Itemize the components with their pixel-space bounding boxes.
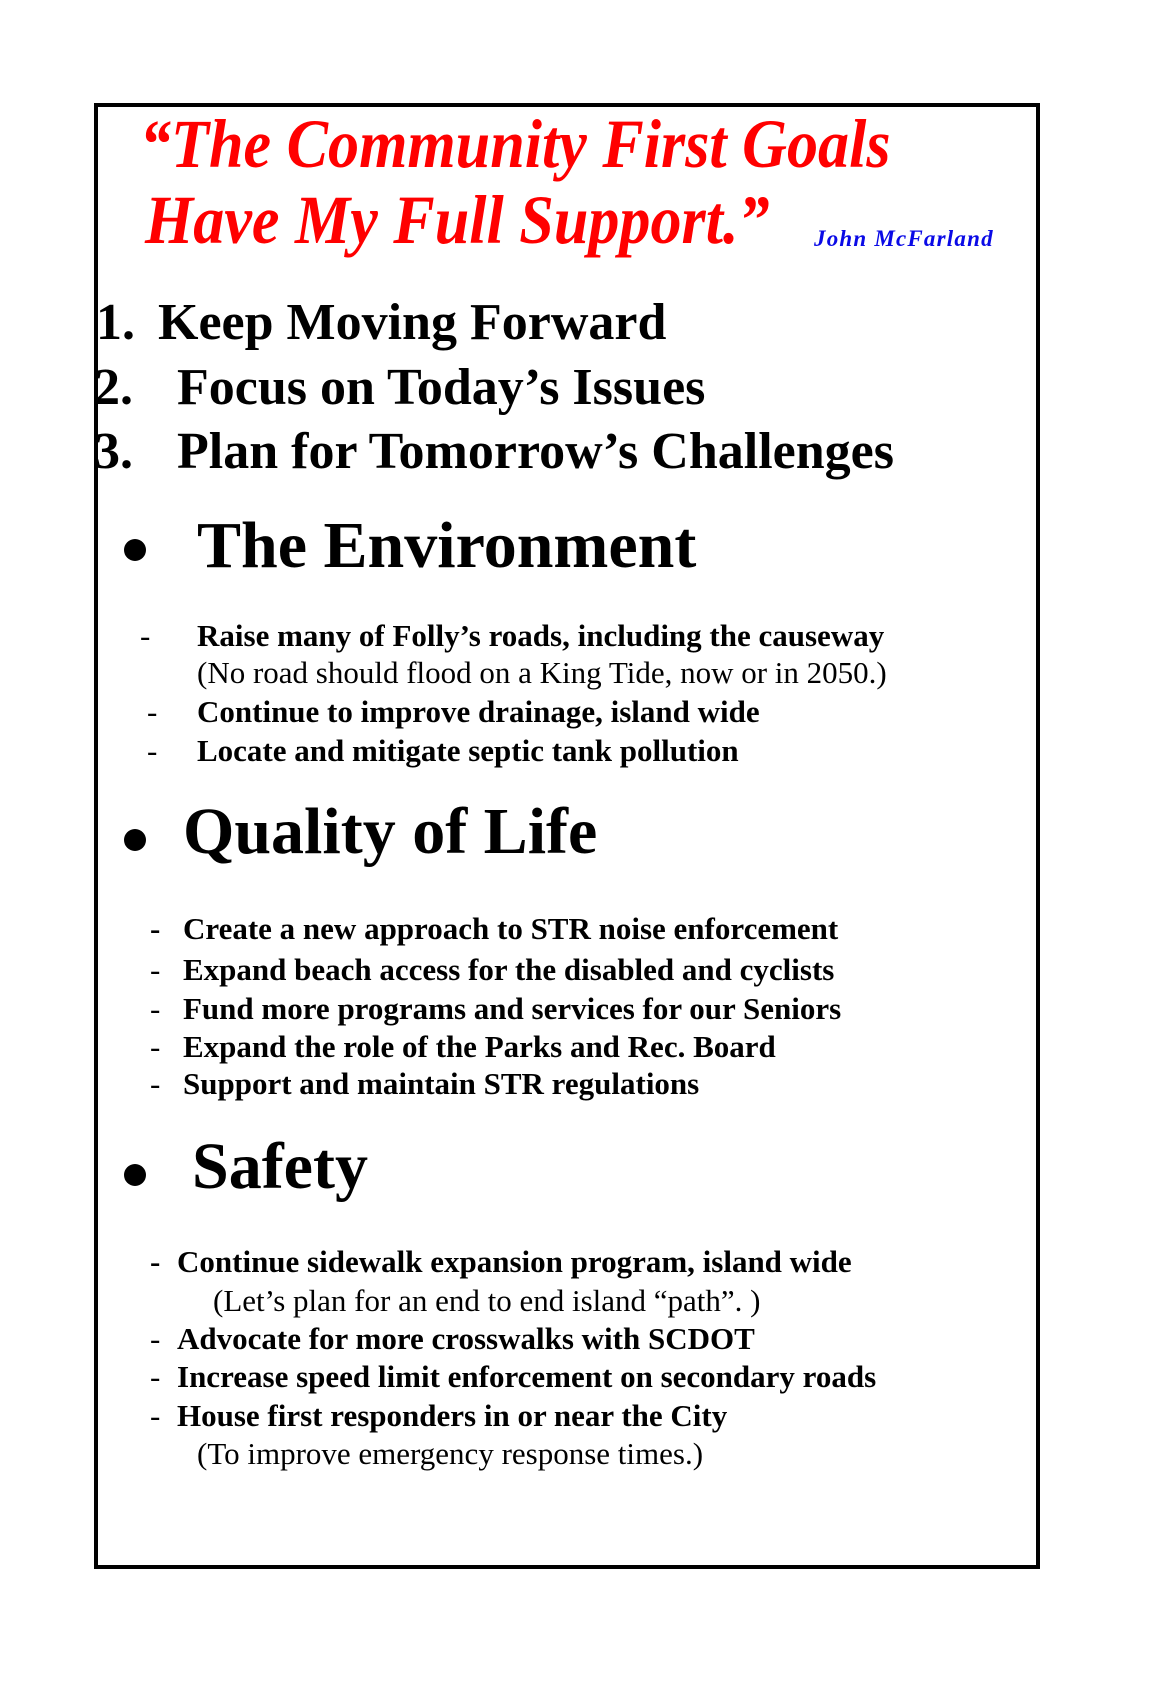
list-item: Locate and mitigate septic tank pollution [197, 733, 739, 768]
goal-number: 3. [94, 423, 133, 480]
list-item: Continue to improve drainage, island wide [197, 694, 760, 729]
dash-icon: - [150, 1029, 161, 1064]
dash-icon: - [150, 952, 161, 987]
list-item: Raise many of Folly’s roads, including the causeway [197, 618, 885, 653]
quote-line-1: “The Community First Goals [140, 106, 891, 182]
dash-icon: - [147, 694, 158, 729]
list-item: Increase speed limit enforcement on secondary roads [177, 1359, 877, 1394]
dash-icon: - [147, 733, 158, 768]
list-item: Fund more programs and services for our Seniors [183, 991, 842, 1026]
list-item-note: (No road should flood on a King Tide, now or in 2050.) [197, 655, 887, 690]
dash-icon: - [150, 911, 161, 946]
list-item: Expand the role of the Parks and Rec. Board [183, 1029, 776, 1064]
dash-icon: - [150, 1359, 161, 1394]
dash-icon: - [150, 1321, 161, 1356]
list-item: Expand beach access for the disabled and cyclists [183, 952, 835, 987]
goal-item-2 [94, 359, 706, 416]
list-item-note: (To improve emergency response times.) [197, 1436, 704, 1471]
section-heading-safety: Safety [192, 1130, 368, 1203]
list-item: House first responders in or near the City [177, 1398, 728, 1433]
list-item: Create a new approach to STR noise enforcement [183, 911, 839, 946]
dash-icon: - [150, 991, 161, 1026]
section-heading-quality-of-life: Quality of Life [183, 795, 598, 868]
dash-icon: - [150, 1398, 161, 1433]
goal-item-1 [96, 294, 667, 351]
goal-text: Keep Moving Forward [158, 294, 667, 351]
quote-attribution: John McFarland [814, 226, 994, 251]
goal-text: Plan for Tomorrow’s Challenges [177, 423, 894, 480]
bullet-icon [124, 1164, 146, 1186]
dash-icon: - [140, 618, 151, 653]
goal-number: 1. [96, 294, 135, 351]
list-item: Advocate for more crosswalks with SCDOT [177, 1321, 755, 1356]
dash-icon: - [150, 1244, 161, 1279]
bullet-icon [124, 539, 146, 561]
section-heading-environment: The Environment [197, 509, 697, 582]
quote-line-2: Have My Full Support.” [145, 182, 770, 258]
list-item: Support and maintain STR regulations [183, 1066, 700, 1101]
list-item-note: (Let’s plan for an end to end island “path”. ) [213, 1283, 761, 1318]
list-item: Continue sidewalk expansion program, island wide [177, 1244, 852, 1279]
bullet-icon [124, 829, 146, 851]
goal-item-3 [94, 423, 894, 480]
goal-number: 2. [94, 359, 133, 416]
dash-icon: - [150, 1066, 161, 1101]
goal-text: Focus on Today’s Issues [177, 359, 706, 416]
